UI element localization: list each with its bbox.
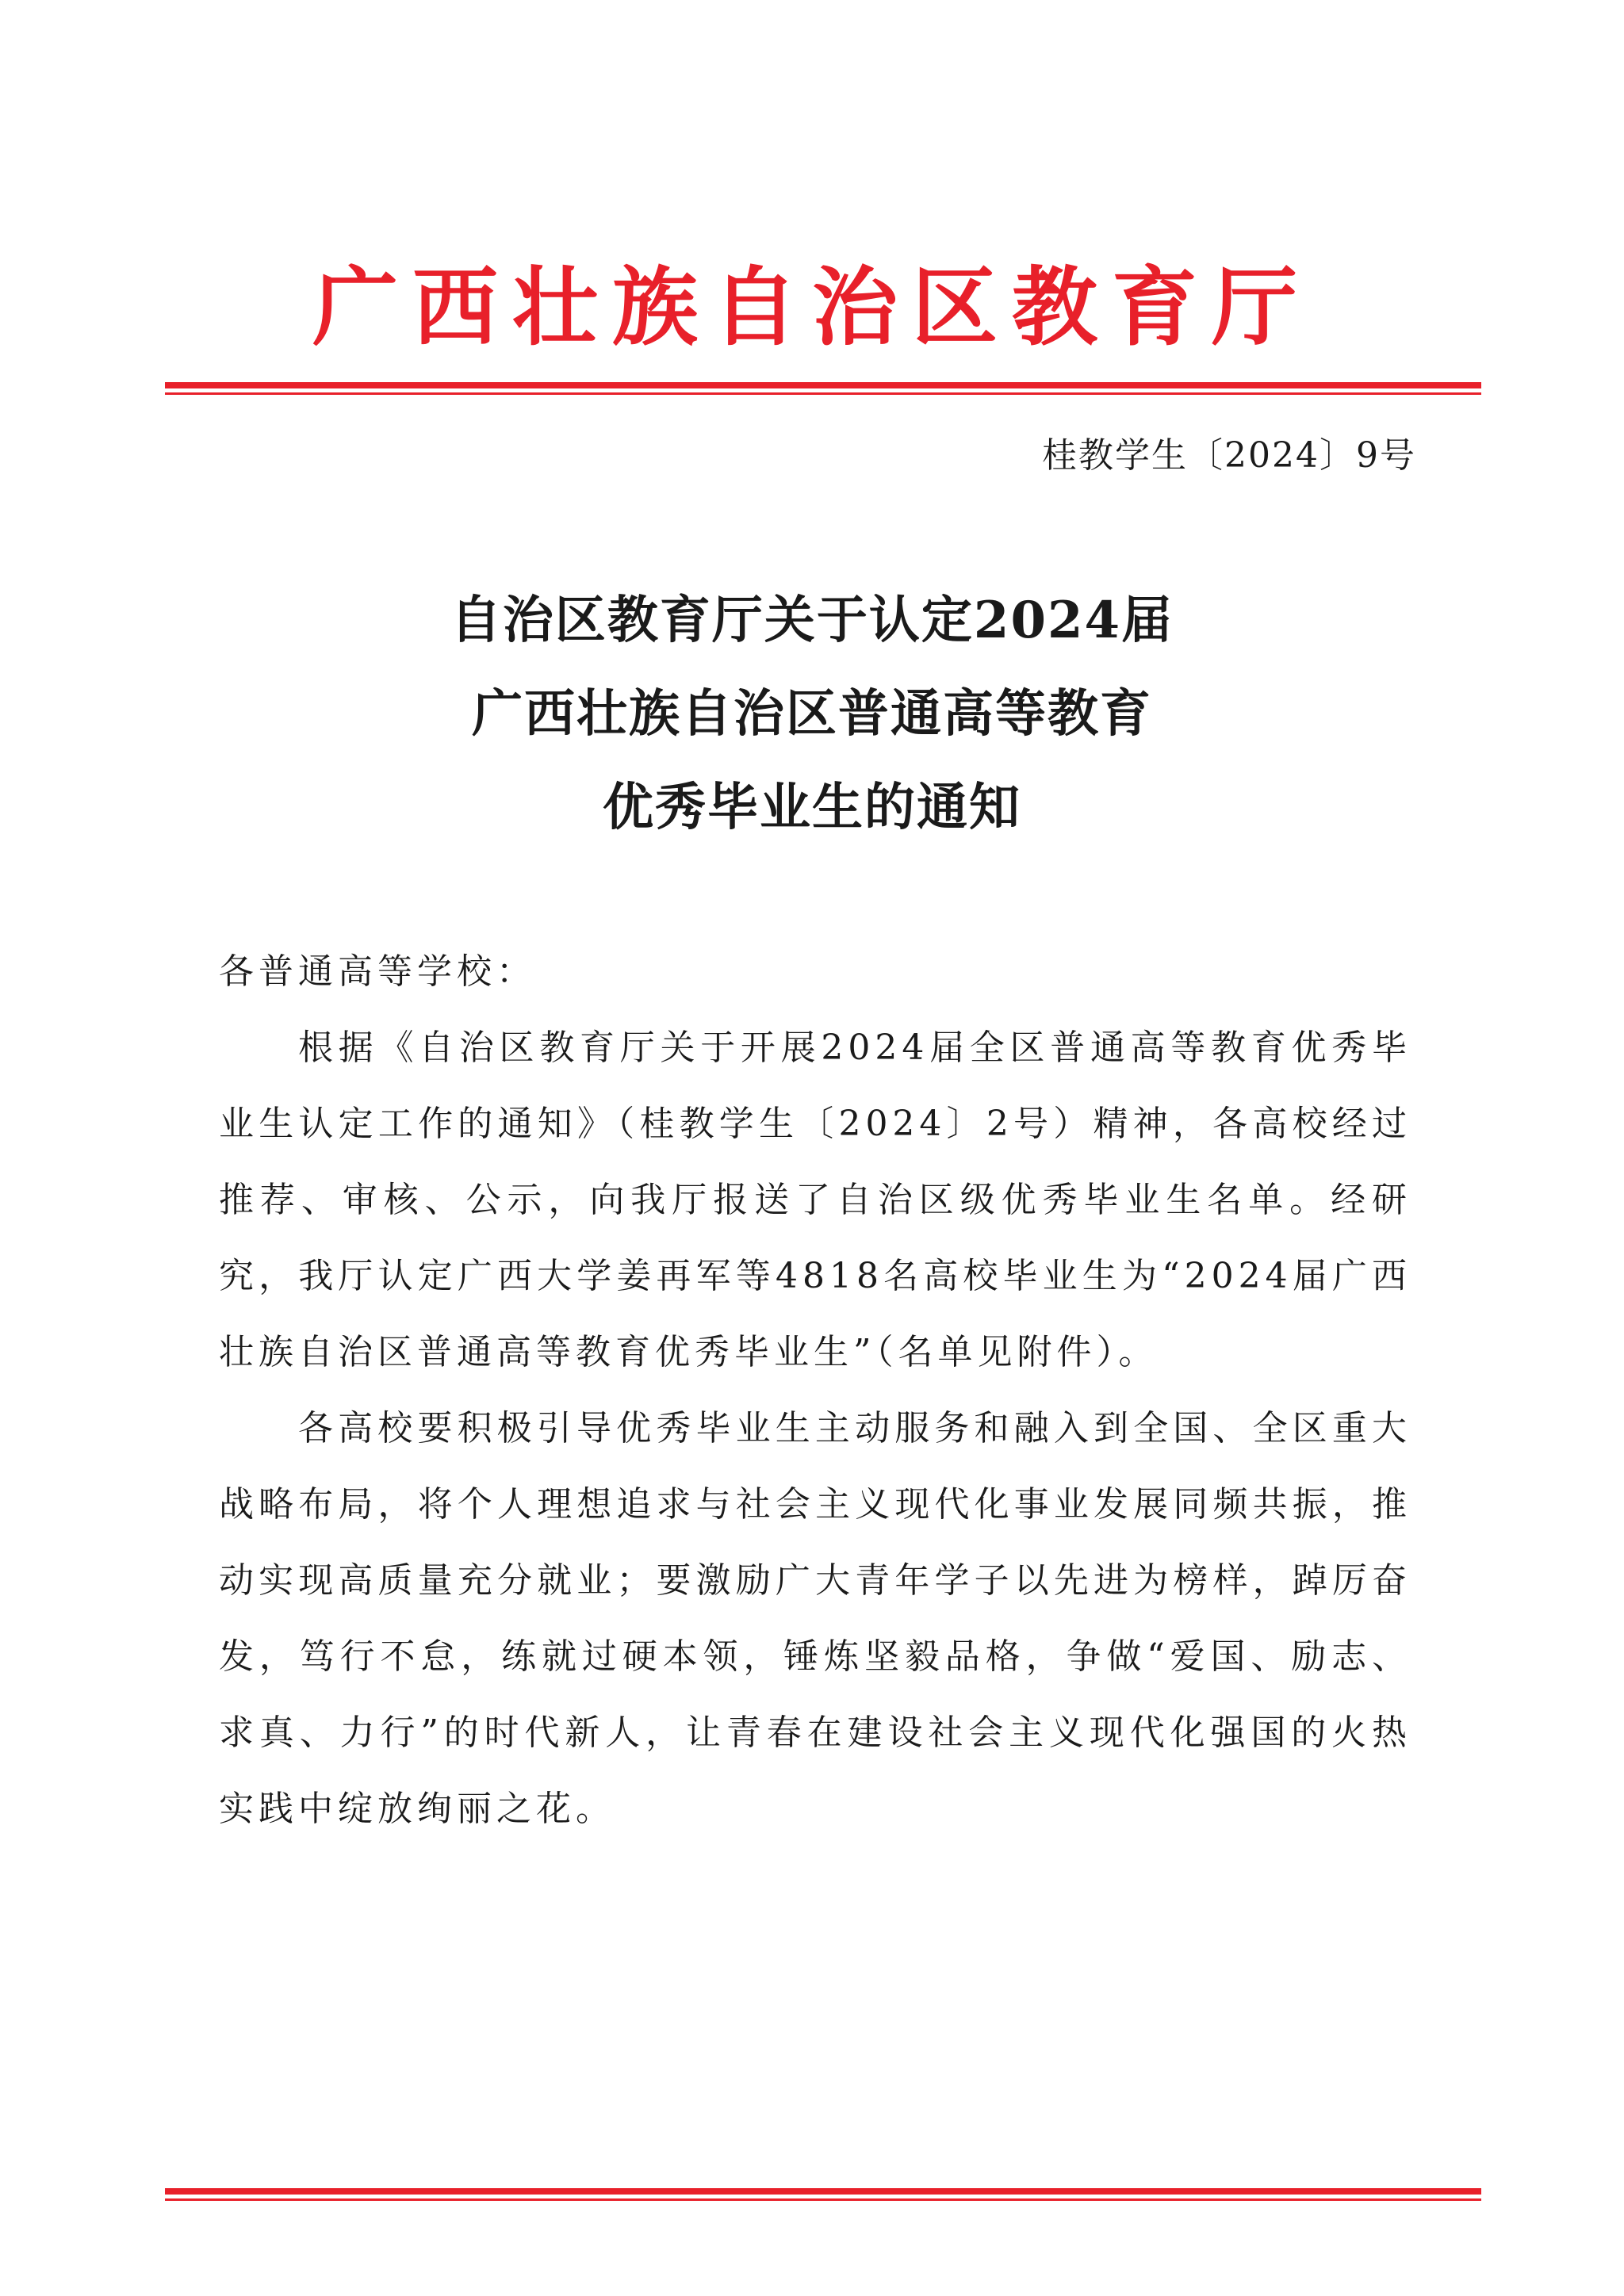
body-paragraph: 各高校要积极引导优秀毕业生主动服务和融入到全国、全区重大战略布局，将个人理想追求与社会主义现代化事业发展同频共振，推动实现高质量充分就业；要激励广大青年学子以先进为榜样，踔厉奋发，笃行不怠，练就过硬本领，锤炼坚毅品格，争做“爱国、励志、求真、力行”的时代新人，让青春在建设社会主义现代化强国的火热实践中绽放绚丽之花。 — [219, 1408, 1411, 1829]
masthead-divider-thin-line — [165, 392, 1481, 395]
document-title-line: 广西壮族自治区普通高等教育 — [472, 684, 1152, 744]
document-title-line: 自治区教育厅关于认定2024届 — [450, 591, 1174, 650]
document-body — [219, 934, 1411, 1847]
document-title-line: 优秀毕业生的通知 — [603, 778, 1021, 837]
footer-divider-thick-line — [165, 2188, 1481, 2195]
body-paragraph: 根据《自治区教育厅关于开展2024届全区普通高等教育优秀毕业生认定工作的通知》（桂教学生〔2024〕2号）精神，各高校经过推荐、审核、公示，向我厅报送了自治区级优秀毕业生名单。经研究，我厅认定广西大学姜再军等4818名高校毕业生为“2024届广西壮族自治区普通高等教育优秀毕业生”（名单见附件）。 — [219, 1027, 1411, 1372]
masthead-divider-thick-line — [165, 382, 1481, 388]
footer-divider-thin-line — [165, 2198, 1481, 2201]
salutation: 各普通高等学校： — [219, 951, 536, 992]
document-number: 桂教学生〔2024〕9号 — [1042, 435, 1416, 476]
footer-divider — [165, 2188, 1481, 2201]
issuer-masthead: 广西壮族自治区教育厅 — [312, 258, 1312, 358]
masthead-divider — [165, 382, 1481, 395]
document-title — [159, 574, 1465, 855]
